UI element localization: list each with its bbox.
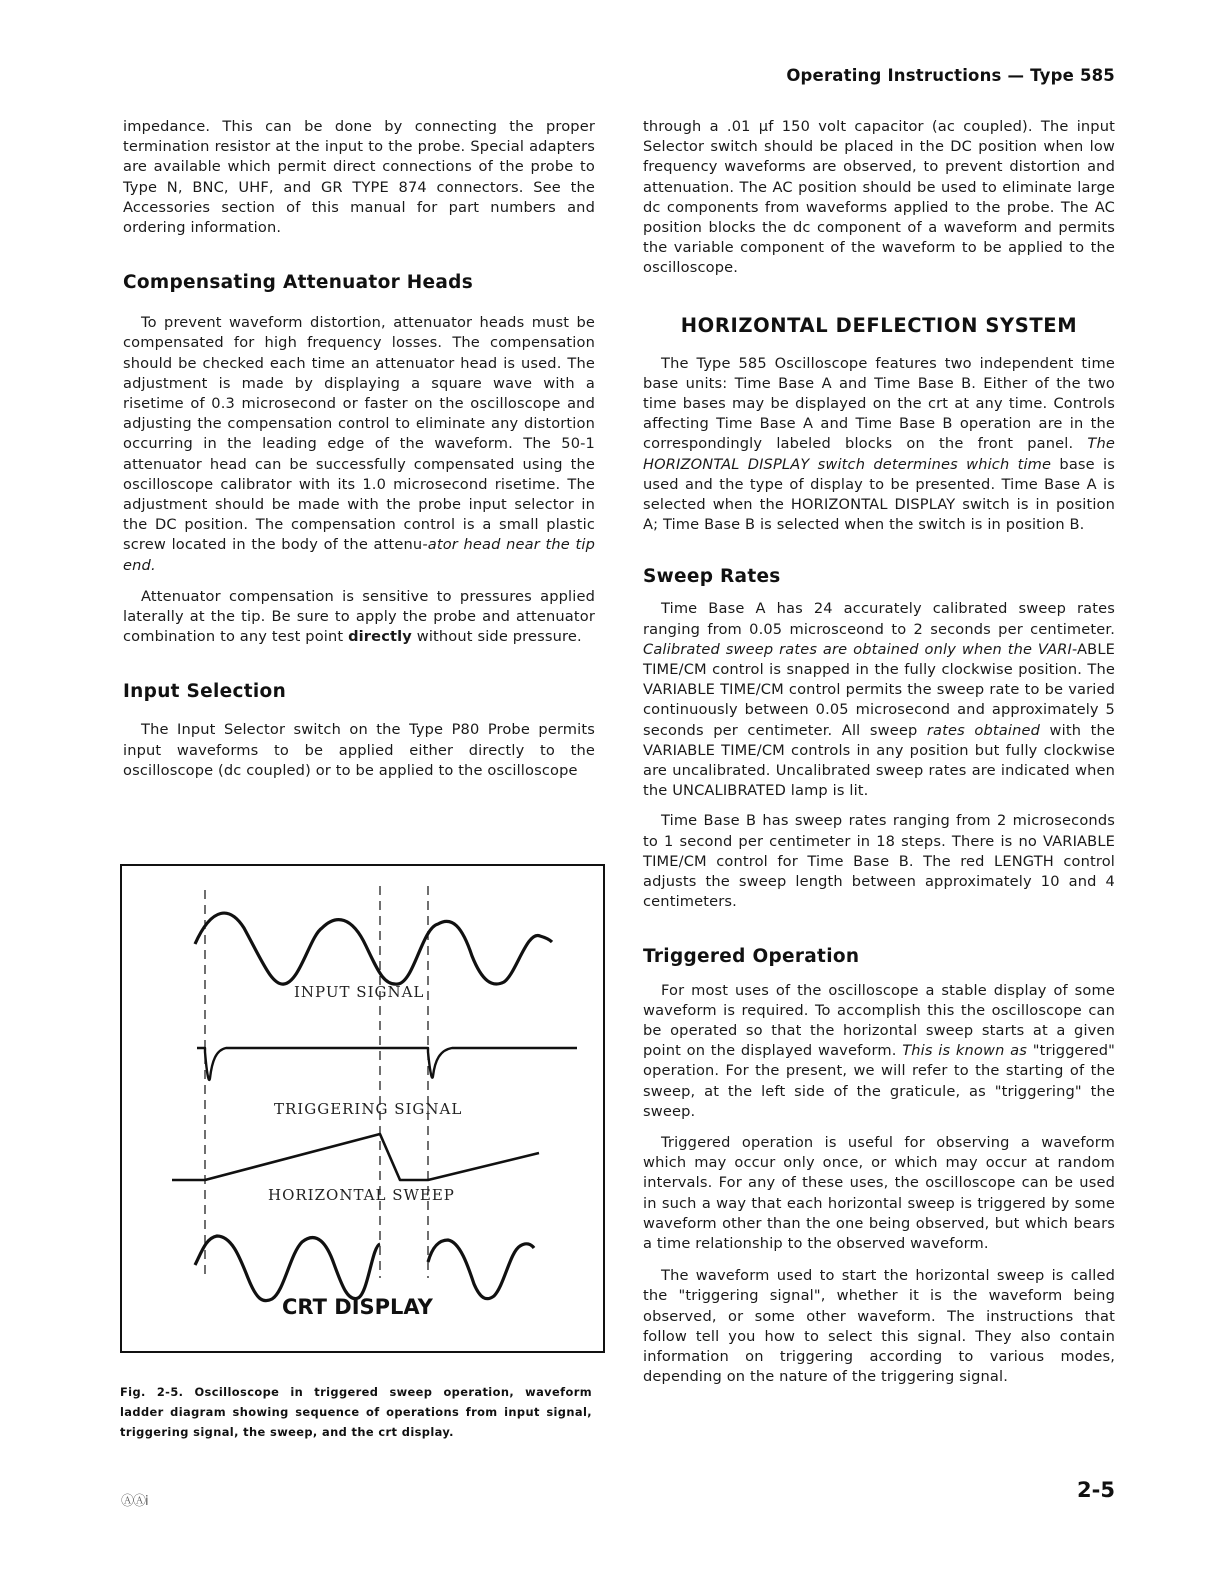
heading-sweep-rates: Sweep Rates [643,566,781,588]
sweep-rates-paragraph-2: Time Base B has sweep rates ranging from 2 microseconds to 1 second per centimeter in 18 steps. There is no VARIABLE TIME/CM control for Time Base B. The red LENGTH control adjusts the sweep length between approximately 10 and 4 centimeters. [643,812,1115,911]
running-header: Operating Instructions — Type 585 [786,66,1115,85]
compensating-paragraph-1 [123,313,595,576]
page-number: 2-5 [1077,1478,1115,1502]
heading-compensating-attenuator-heads: Compensating Attenuator Heads [123,272,474,294]
input-selection-paragraph: The Input Selector switch on the Type P80 Probe permits input waveforms to be applied either directly to the oscilloscope (dc coupled) or to be applied to the oscilloscope [123,721,595,779]
text-italic: The HORIZONTAL DISPLAY switch determines which time [643,435,1115,473]
text: For most uses of the oscilloscope a stable display of some waveform is required. To accomplish this the oscilloscope can be operated so that the horizontal sweep starts at a given point on the displayed waveform. [643,981,1115,1060]
text: with the VARIABLE TIME/CM controls in any position but fully clockwise are uncalibrated. Uncalibrated sweep rates are indicated when the UNCALIBRATED lamp is lit. [643,721,1116,800]
compensating-paragraph-2 [123,587,595,648]
text: without side pressure. [411,628,582,646]
text: -ABLE TIME/CM control is snapped in the fully clockwise position. The VARIABLE TIME/CM control permits the sweep rate to be varied continuously between 0.05 microsecond and approximately 5 seconds per centimeter. All sweep [643,640,1115,739]
triggered-operation-paragraph-2: Triggered operation is useful for observing a waveform which may occur only once, or which may occur at random intervals. For any of these uses, the oscilloscope can be used in such a way that each horizontal sweep is triggered by some waveform other than the one being observed, but which bears a time relationship to the observed waveform. [643,1133,1115,1252]
text-bold: directly [348,628,412,646]
heading-triggered-operation: Triggered Operation [643,945,860,967]
text: Attenuator compensation is sensitive to pressures applied laterally at the tip. Be sure to apply the probe and attenuator combination to any test point [123,587,595,646]
text-italic: rates obtained [926,721,1041,739]
text: base is used and the type of display to be presented. Time Base A is selected when the HORIZONTAL DISPLAY switch is in position A; Time Base B is selected when the switch is in position B. [643,455,1115,534]
heading-input-selection: Input Selection [123,681,287,703]
text: To prevent waveform distortion, attenuator heads must be compensated for high frequency losses. The compensation should be checked each time an attenuator head is used. The adjustment is made by displaying a square wave with a risetime of 0.3 microsecond or faster on the oscilloscope and adjusting the compensation control to eliminate any distortion occurring in the leading edge of the waveform. The 50-1 attenuator head can be successfully compensated using the oscilloscope calibrator with its 1.0 microsecond risetime. The adjustment should be made with the probe input selector in the DC position. The compensation control is a small plastic screw located in the body of the attenu [123,314,595,554]
section-heading-horizontal-deflection-system: HORIZONTAL DEFLECTION SYSTEM [680,313,1078,337]
right-column [643,117,1115,1387]
text-italic: Calibrated sweep rates are obtained only when the VARI [643,640,1072,658]
text-italic: This is known as [902,1042,1028,1060]
text: "triggered" operation. For the present, we will refer to the starting of the sweep, at the left side of the graticule, as "triggering" the sweep. [643,1042,1115,1120]
text-italic: -ator head near the tip end. [123,536,595,574]
sweep-rates-paragraph-1 [643,599,1115,801]
figure-caption: Fig. 2-5. Oscilloscope in triggered sweep operation, waveform ladder diagram showing sequence of operations from input signal, triggering signal, the sweep, and the crt display. [120,1385,592,1439]
horizontal-deflection-paragraph [643,354,1115,536]
left-column [123,117,595,781]
publisher-mark-icon: ⒶⒶi [121,1494,148,1509]
triggering-signal-waveform [197,1048,577,1080]
crt-display-waveform-2 [428,1240,534,1299]
horizontal-sweep-label: HORIZONTAL SWEEP [268,1186,455,1204]
input-signal-waveform [195,913,552,984]
triggering-signal-label: TRIGGERING SIGNAL [274,1100,463,1118]
figure-2-5-frame [120,864,605,1353]
horizontal-sweep-waveform [172,1134,539,1180]
continued-paragraph: through a .01 µf 150 volt capacitor (ac coupled). The input Selector switch should be placed in the DC position when low frequency waveforms are observed, to prevent distortion and attenuation. The AC position should be used to eliminate large dc components from waveforms applied to the probe. The AC position blocks the dc component of a waveform and permits the variable component of the waveform to be applied to the oscilloscope. [643,118,1115,277]
text: Time Base A has 24 accurately calibrated sweep rates ranging from 0.05 microsceond to 2 seconds per centimeter. [643,600,1115,638]
triggered-operation-paragraph-3: The waveform used to start the horizontal sweep is called the "triggering signal", whether it is the waveform being observed, or some other waveform. The instructions that follow tell you how to select this signal. They also contain information on triggering according to various modes, depending on the nature of the triggering signal. [643,1267,1115,1386]
waveform-ladder-diagram [122,866,602,1350]
text: The Type 585 Oscilloscope features two independent time base units: Time Base A and Time Base B. Either of the two time bases may be displayed on the crt at any time. Controls affecting Time Base A and Time Base B operation are in the correspondingly labeled blocks on the front panel. [643,354,1115,453]
crt-display-waveform-1 [195,1236,380,1301]
intro-paragraph: impedance. This can be done by connecting the proper termination resistor at the input to the probe. Special adapters are available which permit direct connections of the probe to Type N, BNC, UHF, and GR TYPE 874 connectors. See the Accessories section of this manual for part numbers and ordering information. [123,118,595,237]
triggered-operation-paragraph-1 [643,981,1115,1122]
crt-display-title: CRT DISPLAY [282,1295,433,1319]
input-signal-label: INPUT SIGNAL [294,983,425,1001]
timing-guide-lines [205,886,428,1278]
